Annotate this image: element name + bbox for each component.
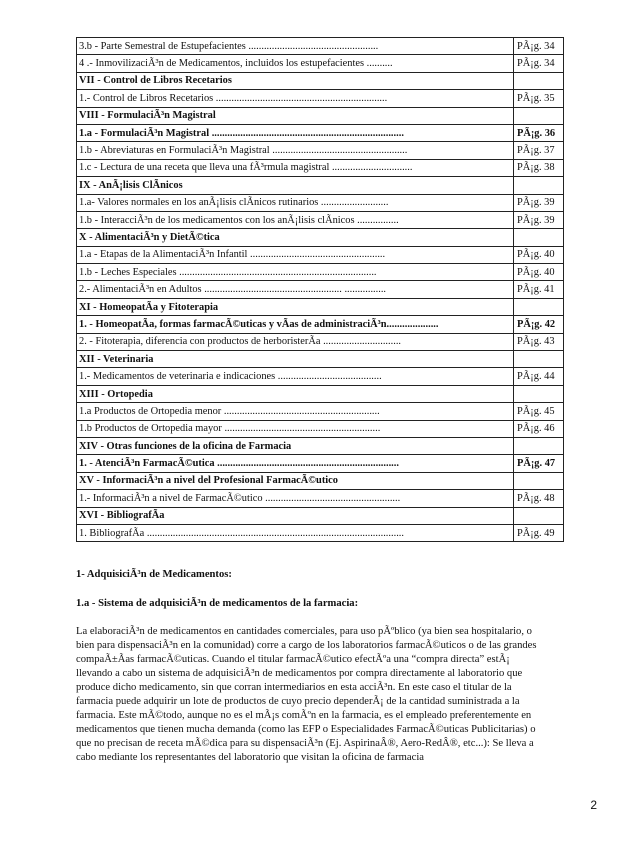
body-paragraph (76, 625, 586, 765)
toc-section-row (77, 177, 564, 194)
toc-label: VII - Control de Libros Recetarios (77, 72, 514, 89)
toc-label: 1.- InformaciÃ³n a nivel de FarmacÃ©utico .................................................... (77, 490, 514, 507)
toc-label: XII - Veterinaria (77, 351, 514, 368)
toc-page (514, 351, 564, 368)
toc-label: 1.b - Leches Especiales ............................................................................ (77, 264, 514, 281)
paragraph-line: farmacia. Este mÃ©todo, aunque no es el mÃ¡s comÃºn en la farmacia, es el empleado preferentemente en (76, 710, 532, 721)
toc-section-row (77, 107, 564, 124)
toc-section-row (77, 229, 564, 246)
toc-entry-row (77, 420, 564, 437)
toc-page: PÃ¡g. 48 (514, 490, 564, 507)
table-of-contents (76, 37, 564, 542)
toc-page (514, 437, 564, 454)
toc-page: PÃ¡g. 35 (514, 90, 564, 107)
toc-section-row (77, 298, 564, 315)
toc-label: 1. - HomeopatÃa, formas farmacÃ©uticas y vÃas de administraciÃ³n.................... (77, 316, 514, 333)
toc-label: 1.a - FormulaciÃ³n Magistral .......................................................................... (77, 124, 514, 141)
page-number: 2 (590, 798, 597, 812)
paragraph-line: farmacia puede adquirir un lote de productos de cuyo precio dependerÃ¡ de la cantidad suministrada a la (76, 696, 520, 707)
toc-page: PÃ¡g. 42 (514, 316, 564, 333)
toc-label: 1.a - Etapas de la AlimentaciÃ³n Infantil .................................................... (77, 246, 514, 263)
toc-page: PÃ¡g. 34 (514, 38, 564, 55)
toc-label: 1. BibliografÃa ................................................................................................... (77, 524, 514, 541)
toc-entry-row (77, 490, 564, 507)
toc-page (514, 107, 564, 124)
toc-entry-row (77, 333, 564, 350)
toc-page: PÃ¡g. 40 (514, 246, 564, 263)
toc-entry-row (77, 211, 564, 228)
toc-page: PÃ¡g. 39 (514, 194, 564, 211)
toc-label: XI - HomeopatÃa y Fitoterapia (77, 298, 514, 315)
toc-label: 1.c - Lectura de una receta que lleva una fÃ³rmula magistral ............................... (77, 159, 514, 176)
paragraph-line: medicamentos que tienen mucha demanda (como las EFP o Especialidades FarmacÃ©uticas Publicitarias) o (76, 724, 536, 735)
document-body (76, 568, 586, 765)
toc-label: 1.b - InteracciÃ³n de los medicamentos con los anÃ¡lisis clÃnicos ................ (77, 211, 514, 228)
toc-entry-row (77, 524, 564, 541)
toc-page: PÃ¡g. 37 (514, 142, 564, 159)
toc-section-row (77, 385, 564, 402)
toc-label: 2. - Fitoterapia, diferencia con productos de herboristerÃa .............................. (77, 333, 514, 350)
toc-entry-row (77, 281, 564, 298)
toc-label: XIII - Ortopedia (77, 385, 514, 402)
paragraph-line: que no precisan de receta mÃ©dica para su dispensaciÃ³n (Ej. AspirinaÂ®, Aero-RedÂ®, etc...): Se lleva a (76, 738, 534, 749)
toc-entry-row (77, 455, 564, 472)
toc-page: PÃ¡g. 41 (514, 281, 564, 298)
toc-entry-row (77, 124, 564, 141)
toc-label: 1. - AtenciÃ³n FarmacÃ©utica ...................................................................... (77, 455, 514, 472)
toc-entry-row (77, 403, 564, 420)
toc-page: PÃ¡g. 46 (514, 420, 564, 437)
toc-label: 1.b - Abreviaturas en FormulaciÃ³n Magistral .................................................... (77, 142, 514, 159)
toc-page: PÃ¡g. 47 (514, 455, 564, 472)
toc-label: 1.a Productos de Ortopedia menor ............................................................ (77, 403, 514, 420)
toc-entry-row (77, 368, 564, 385)
toc-label: 4 .- InmovilizaciÃ³n de Medicamentos, incluidos los estupefacientes .......... (77, 55, 514, 72)
paragraph-line: llevando a cabo un sistema de adquisiciÃ³n de medicamentos por compra directamente al laboratorio que (76, 668, 523, 679)
toc-label: 1.- Control de Libros Recetarios .................................................................. (77, 90, 514, 107)
toc-label: X - AlimentaciÃ³n y DietÃ©tica (77, 229, 514, 246)
toc-page (514, 385, 564, 402)
toc-label: XVI - BibliografÃa (77, 507, 514, 524)
toc-section-row (77, 507, 564, 524)
toc-entry-row (77, 159, 564, 176)
toc-page: PÃ¡g. 49 (514, 524, 564, 541)
toc-page: PÃ¡g. 45 (514, 403, 564, 420)
paragraph-line: produce dicho medicamento, sin que corran intermediarios en esta acciÃ³n. En este caso el titular de la (76, 682, 512, 693)
toc-page: PÃ¡g. 40 (514, 264, 564, 281)
toc-page (514, 72, 564, 89)
toc-entry-row (77, 246, 564, 263)
toc-entry-row (77, 90, 564, 107)
toc-label: 2.- AlimentaciÃ³n en Adultos ..................................................... ................ (77, 281, 514, 298)
toc-page: PÃ¡g. 38 (514, 159, 564, 176)
toc-label: IX - AnÃ¡lisis ClÃnicos (77, 177, 514, 194)
toc-entry-row (77, 316, 564, 333)
toc-label: 1.- Medicamentos de veterinaria e indicaciones ........................................ (77, 368, 514, 385)
toc-page: PÃ¡g. 34 (514, 55, 564, 72)
toc-page (514, 507, 564, 524)
paragraph-line: cabo mediante los representantes del laboratorio que visitan la oficina de farmacia (76, 752, 424, 763)
toc-page: PÃ¡g. 36 (514, 124, 564, 141)
toc-section-row (77, 351, 564, 368)
paragraph-line: La elaboraciÃ³n de medicamentos en cantidades comerciales, para uso pÃºblico (ya bien sea hospitalario, o (76, 626, 532, 637)
subsection-heading: 1.a - Sistema de adquisiciÃ³n de medicamentos de la farmacia: (76, 598, 359, 609)
toc-entry-row (77, 142, 564, 159)
toc-page: PÃ¡g. 44 (514, 368, 564, 385)
toc-label: 1.b Productos de Ortopedia mayor ............................................................ (77, 420, 514, 437)
toc-page (514, 229, 564, 246)
toc-entry-row (77, 55, 564, 72)
toc-label: XV - InformaciÃ³n a nivel del Profesional FarmacÃ©utico (77, 472, 514, 489)
toc-section-row (77, 472, 564, 489)
paragraph-line: bien para dispensaciÃ³n en la comunidad) corre a cargo de los laboratorios farmacÃ©uticos o de las grandes (76, 640, 537, 651)
toc-entry-row (77, 38, 564, 55)
section-heading: 1- AdquisiciÃ³n de Medicamentos: (76, 569, 232, 580)
toc-section-row (77, 437, 564, 454)
toc-page (514, 177, 564, 194)
toc-page: PÃ¡g. 39 (514, 211, 564, 228)
toc-page (514, 472, 564, 489)
toc-label: VIII - FormulaciÃ³n Magistral (77, 107, 514, 124)
toc-entry-row (77, 264, 564, 281)
toc-label: 3.b - Parte Semestral de Estupefacientes .................................................. (77, 38, 514, 55)
toc-section-row (77, 72, 564, 89)
toc-page: PÃ¡g. 43 (514, 333, 564, 350)
toc-label: 1.a- Valores normales en los anÃ¡lisis clÃnicos rutinarios .......................... (77, 194, 514, 211)
paragraph-line: compaÃ±Ãas farmacÃ©uticas. Cuando el titular farmacÃ©utico efectÃºa una “compra directa” estÃ¡ (76, 654, 510, 665)
toc-entry-row (77, 194, 564, 211)
toc-label: XIV - Otras funciones de la oficina de Farmacia (77, 437, 514, 454)
toc-page (514, 298, 564, 315)
